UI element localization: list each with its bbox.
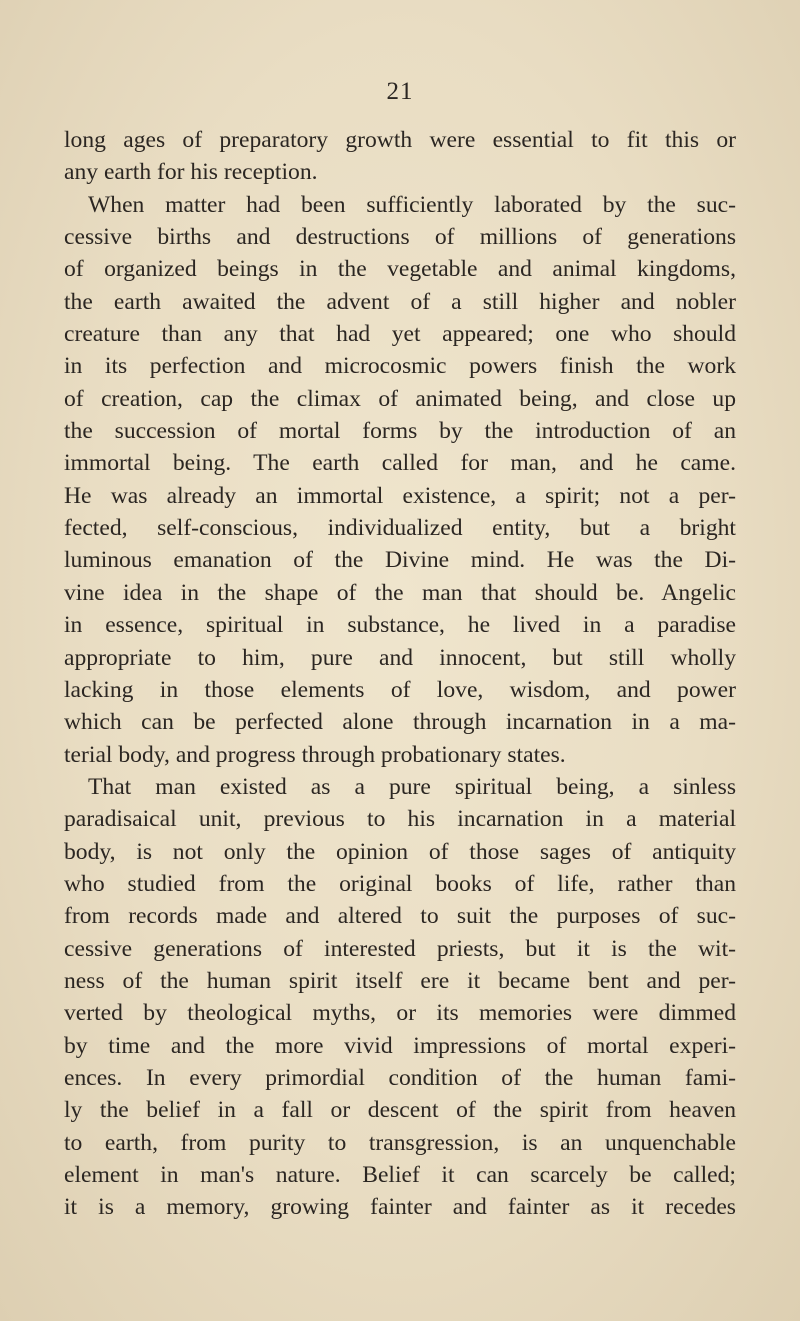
text-line: long ages of preparatory growth were essential to fit this or (64, 127, 736, 153)
text-line: in its perfection and microcosmic powers finish the work (64, 353, 736, 380)
text-line: which can be perfected alone through incarnation in a ma- (64, 709, 736, 736)
text-line: element in man's nature. Belief it can scarcely be called; (64, 1162, 736, 1188)
text-line: any earth for his reception. (64, 159, 318, 186)
text-line: body, is not only the opinion of those sages of antiquity (64, 838, 736, 865)
text-line: paradisaical unit, previous to his incarnation in a material (64, 806, 736, 833)
text-line: luminous emanation of the Divine mind. He was the Di- (64, 547, 736, 574)
text-line: by time and the more vivid impressions of mortal experi- (64, 1032, 736, 1059)
text-line: immortal being. The earth called for man, and he came. (64, 450, 736, 477)
text-line: When matter had been sufficiently laborated by the suc- (88, 191, 736, 218)
text-line: ly the belief in a fall or descent of the spirit from heaven (64, 1097, 736, 1124)
text-line: cessive generations of interested priests, but it is the wit- (64, 935, 736, 962)
body-text (64, 124, 736, 1224)
text-line: cessive births and destructions of millions of generations (64, 224, 736, 251)
text-line: who studied from the original books of life, rather than (64, 870, 736, 897)
text-line: in essence, spiritual in substance, he lived in a paradise (64, 612, 736, 639)
text-line: lacking in those elements of love, wisdom, and power (64, 676, 736, 703)
text-line: He was already an immortal existence, a spirit; not a per- (64, 482, 736, 509)
text-line: of organized beings in the vegetable and animal kingdoms, (64, 256, 736, 283)
text-line: ness of the human spirit itself ere it became bent and per- (64, 967, 736, 994)
text-line: fected, self-conscious, individualized entity, but a bright (64, 515, 736, 542)
text-line: from records made and altered to suit the purposes of suc- (64, 903, 736, 930)
text-line: appropriate to him, pure and innocent, but still wholly (64, 644, 736, 671)
text-line: creature than any that had yet appeared; one who should (64, 321, 736, 348)
text-line: terial body, and progress through probationary states. (64, 741, 566, 768)
text-line: ences. In every primordial condition of the human fami- (64, 1064, 736, 1091)
text-line: vine idea in the shape of the man that should be. Angelic (64, 579, 736, 606)
page-number: 21 (386, 78, 414, 105)
text-line: the earth awaited the advent of a still higher and nobler (64, 288, 736, 315)
text-line: of creation, cap the climax of animated being, and close up (64, 385, 736, 412)
text-line: it is a memory, growing fainter and fainter as it recedes (64, 1194, 736, 1221)
text-line: verted by theological myths, or its memories were dimmed (64, 1000, 736, 1027)
text-line: That man existed as a pure spiritual being, a sinless (88, 773, 736, 800)
text-line: to earth, from purity to transgression, is an unquenchable (64, 1129, 736, 1156)
text-line: the succession of mortal forms by the introduction of an (64, 418, 736, 445)
